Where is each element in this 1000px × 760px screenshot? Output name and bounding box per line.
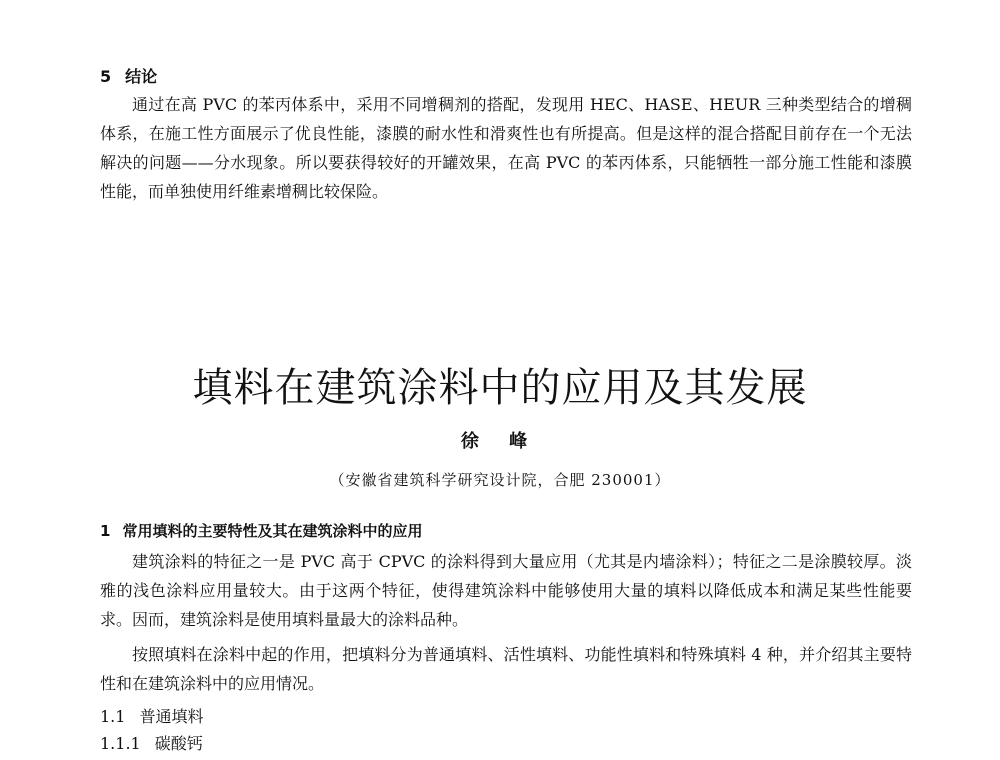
section-title: 常用填料的主要特性及其在建筑涂料中的应用 bbox=[122, 522, 423, 540]
article-author: 徐 峰 bbox=[460, 431, 540, 452]
section-number: 1 bbox=[100, 522, 111, 540]
section-5-heading bbox=[100, 64, 157, 87]
section-1-heading bbox=[100, 520, 422, 541]
section-title: 结论 bbox=[125, 67, 158, 86]
subsection-1-1-heading bbox=[100, 704, 203, 727]
subsection-title: 普通填料 bbox=[139, 707, 204, 726]
body-paragraph-2: 按照填料在涂料中起的作用，把填料分为普通填料、活性填料、功能性填料和特殊填料 4 种，并介绍其主要特性和在建筑涂料中的应用情况。 bbox=[100, 645, 912, 693]
subsection-number: 1.1.1 bbox=[100, 734, 141, 753]
section-number: 5 bbox=[100, 67, 112, 86]
subsection-number: 1.1 bbox=[100, 707, 126, 726]
body-paragraph-1: 建筑涂料的特征之一是 PVC 高于 CPVC 的涂料得到大量应用（尤其是内墙涂料）；特征之二是涂膜较厚。淡雅的浅色涂料应用量较大。由于这两个特征，使得建筑涂料中能够使用大量的填料以降低成本和满足某些性能要求。因而，建筑涂料是使用填料量最大的涂料品种。 bbox=[100, 552, 912, 629]
subsection-1-1-1-heading bbox=[100, 731, 203, 754]
subsection-title: 碳酸钙 bbox=[154, 734, 203, 753]
conclusion-paragraph: 通过在高 PVC 的苯丙体系中，采用不同增稠剂的搭配，发现用 HEC、HASE、HEUR 三种类型结合的增稠体系，在施工性方面展示了优良性能，漆膜的耐水性和滑爽性也有所提高。但是这样的混合搭配目前存在一个无法解决的问题——分水现象。所以要获得较好的开罐效果，在高 PVC 的苯丙体系，只能牺牲一部分施工性能和漆膜性能，而单独使用纤维素增稠比较保险。 bbox=[100, 95, 912, 201]
article-title: 填料在建筑涂料中的应用及其发展 bbox=[192, 365, 808, 411]
author-affiliation: （安徽省建筑科学研究设计院，合肥 230001） bbox=[329, 471, 671, 489]
